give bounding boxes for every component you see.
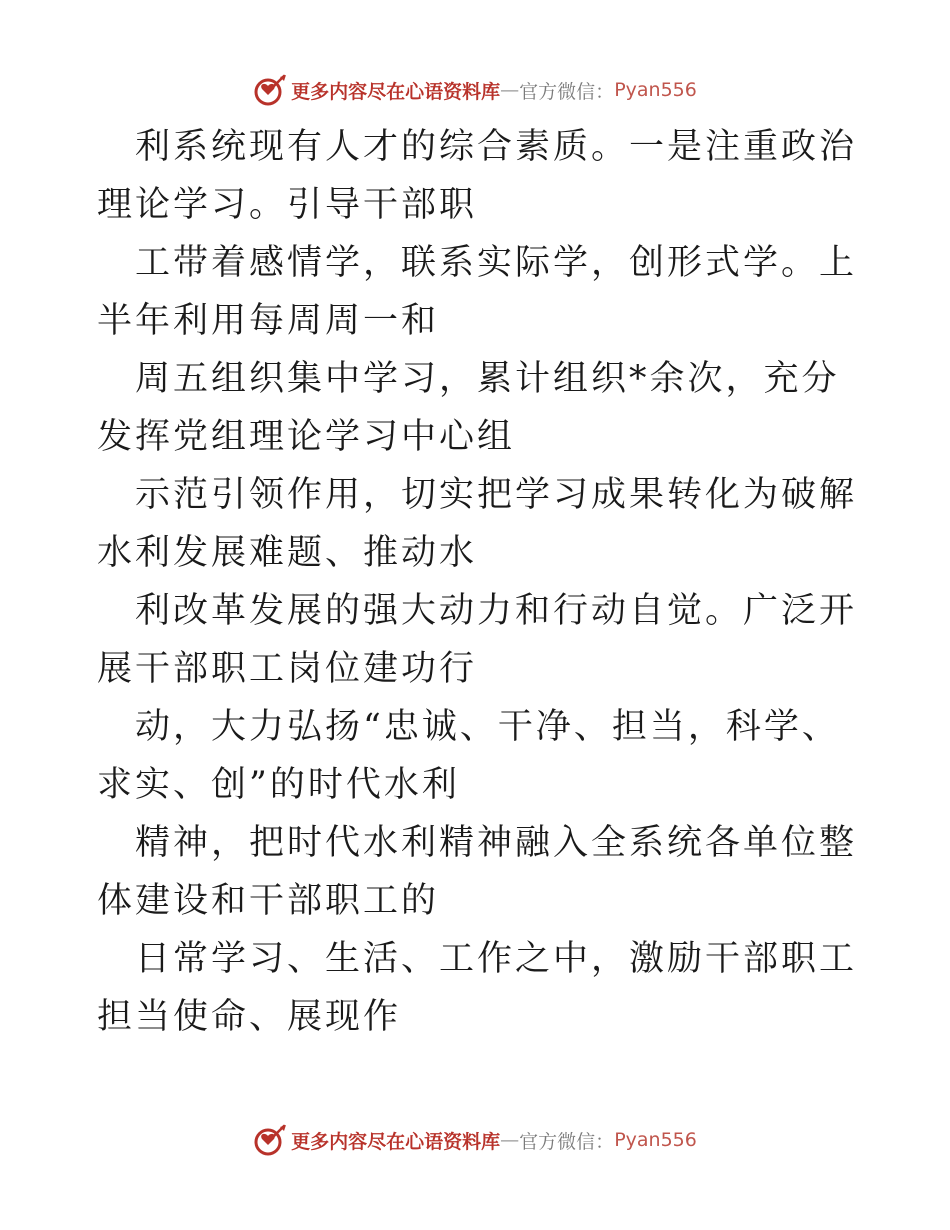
paragraph-8: 日常学习、生活、工作之中，激励干部职工担当使命、展现作 xyxy=(97,939,858,1037)
header-banner xyxy=(0,70,950,110)
paragraph-3: 周五组织集中学习，累计组织*余次，充分发挥党组理论学习中心组 xyxy=(97,359,840,457)
header-wechat-label: 官方微信： xyxy=(519,80,615,103)
paragraph-7: 精神，把时代水利精神融入全系统各单位整体建设和干部职工的 xyxy=(97,823,858,921)
paragraph-4: 示范引领作用，切实把学习成果转化为破解水利发展难题、推动水 xyxy=(97,475,858,573)
footer-wechat-label: 官方微信： xyxy=(519,1130,615,1153)
paragraph-2: 工带着感情学，联系实际学，创形式学。上半年利用每周周一和 xyxy=(97,243,858,341)
header-wechat-id: Pyan556 xyxy=(614,79,697,101)
footer-banner-dash: — xyxy=(500,1129,520,1151)
paragraph-6: 动，大力弘扬“忠诚、干净、担当，科学、求实、创”的时代水利 xyxy=(97,707,840,805)
paragraph-1: 利系统现有人才的综合素质。一是注重政治理论学习。引导干部职 xyxy=(97,127,858,225)
footer-banner xyxy=(0,1120,950,1160)
header-banner-dash: — xyxy=(500,79,520,101)
quill-heart-logo-icon xyxy=(253,1123,287,1157)
quill-heart-logo-icon xyxy=(253,73,287,107)
header-banner-text: 更多内容尽在心语资料库 xyxy=(291,80,501,103)
footer-wechat-id: Pyan556 xyxy=(614,1129,697,1151)
paragraph-5: 利改革发展的强大动力和行动自觉。广泛开展干部职工岗位建功行 xyxy=(97,591,858,689)
document-body xyxy=(97,118,857,1046)
footer-banner-text: 更多内容尽在心语资料库 xyxy=(291,1130,501,1153)
